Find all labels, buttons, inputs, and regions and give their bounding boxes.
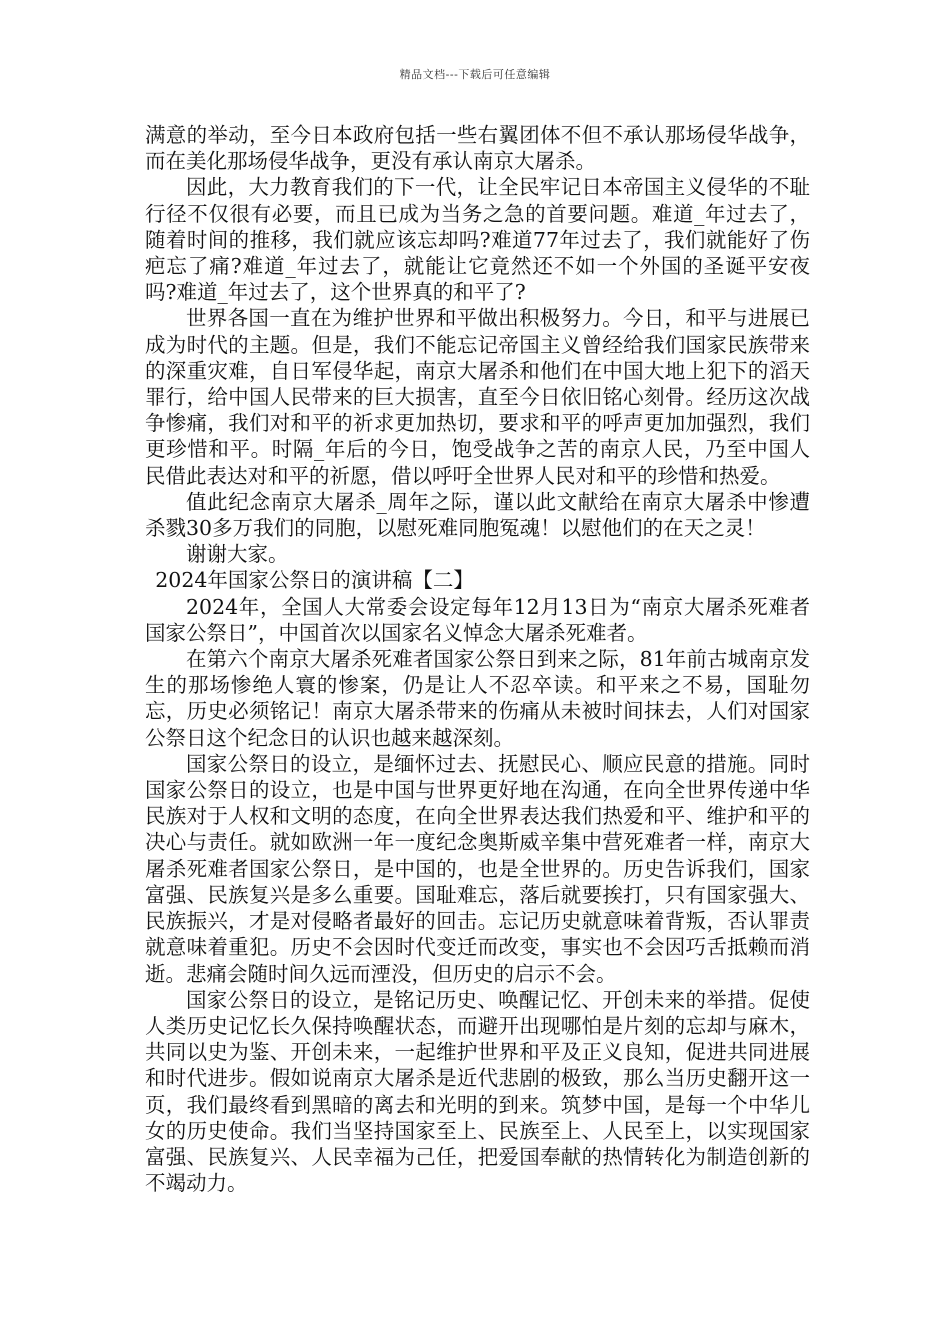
paragraph: 2024年，全国人大常委会设定每年12月13日为“南京大屠杀死难者国家公祭日”，中国首次以国家名义悼念大屠杀死难者。: [145, 594, 810, 645]
paragraph: 国家公祭日的设立，是铭记历史、唤醒记忆、开创未来的举措。促使人类历史记忆长久保持唤醒状态，而避开出现哪怕是片刻的忘却与麻木，共同以史为鉴、开创未来，一起维护世界和平及正义良知，促进共同进展和时代进步。假如说南京大屠杀是近代悲剧的极致，那么当历史翻开这一页，我们最终看到黑暗的离去和光明的到来。筑梦中国，是每一个中华儿女的历史使命。我们当坚持国家至上、民族至上、人民至上，以实现国家富强、民族复兴、人民幸福为己任，把爱国奉献的热情转化为制造创新的不竭动力。: [145, 987, 810, 1196]
section-heading: 2024年国家公祭日的演讲稿【二】: [155, 568, 474, 593]
paragraph: 满意的举动，至今日本政府包括一些右翼团体不但不承认那场侵华战争，而在美化那场侵华战争，更没有承认南京大屠杀。: [145, 123, 810, 174]
paragraph: 值此纪念南京大屠杀_周年之际，谨以此文献给在南京大屠杀中惨遭杀戮30多万我们的同胞，以慰死难同胞冤魂！以慰他们的在天之灵！: [145, 489, 810, 541]
paragraph: 国家公祭日的设立，是缅怀过去、抚慰民心、顺应民意的措施。同时国家公祭日的设立，也是中国与世界更好地在沟通，在向全世界传递中华民族对于人权和文明的态度，在向全世界表达我们热爱和平、维护和平的决心与责任。就如欧洲一年一度纪念奥斯威辛集中营死难者一样，南京大屠杀死难者国家公祭日，是中国的，也是全世界的。历史告诉我们，国家富强、民族复兴是多么重要。国耻难忘，落后就要挨打，只有国家强大、民族振兴，才是对侵略者最好的回击。忘记历史就意味着背叛，否认罪责就意味着重犯。历史不会因时代变迁而改变，事实也不会因巧舌抵赖而消逝。悲痛会随时间久远而湮没，但历史的启示不会。: [145, 751, 810, 986]
paragraph: 世界各国一直在为维护世界和平做出积极努力。今日，和平与进展已成为时代的主题。但是，我们不能忘记帝国主义曾经给我们国家民族带来的深重灾难，自日军侵华起，南京大屠杀和他们在中国大地上犯下的滔天罪行，给中国人民带来的巨大损害，直至今日依旧铭心刻骨。经历这次战争惨痛，我们对和平的祈求更加热切，要求和平的呼声更加加强烈，我们更珍惜和平。时隔_年后的今日，饱受战争之苦的南京人民，乃至中国人民借此表达对和平的祈愿，借以呼吁全世界人民对和平的珍惜和热爱。: [145, 306, 810, 488]
paragraph: 在第六个南京大屠杀死难者国家公祭日到来之际，81年前古城南京发生的那场惨绝人寰的惨案，仍是让人不忍卒读。和平来之不易，国耻勿忘，历史必须铭记！南京大屠杀带来的伤痛从未被时间抹去，人们对国家公祭日这个纪念日的认识也越来越深刻。: [145, 647, 810, 750]
document-body: [145, 122, 810, 1196]
paragraph: 谢谢大家。: [186, 542, 289, 567]
paragraph: 因此，大力教育我们的下一代，让全民牢记日本帝国主义侵华的不耻行径不仅很有必要，而且已成为当务之急的首要问题。难道_年过去了，随着时间的推移，我们就应该忘却吗?难道77年过去了，我们就能好了伤疤忘了痛?难道_年过去了，就能让它竟然还不如一个外国的圣诞平安夜吗?难道_年过去了，这个世界真的和平了?: [145, 175, 810, 305]
page-header: 精品文档---下载后可任意编辑: [399, 68, 551, 81]
